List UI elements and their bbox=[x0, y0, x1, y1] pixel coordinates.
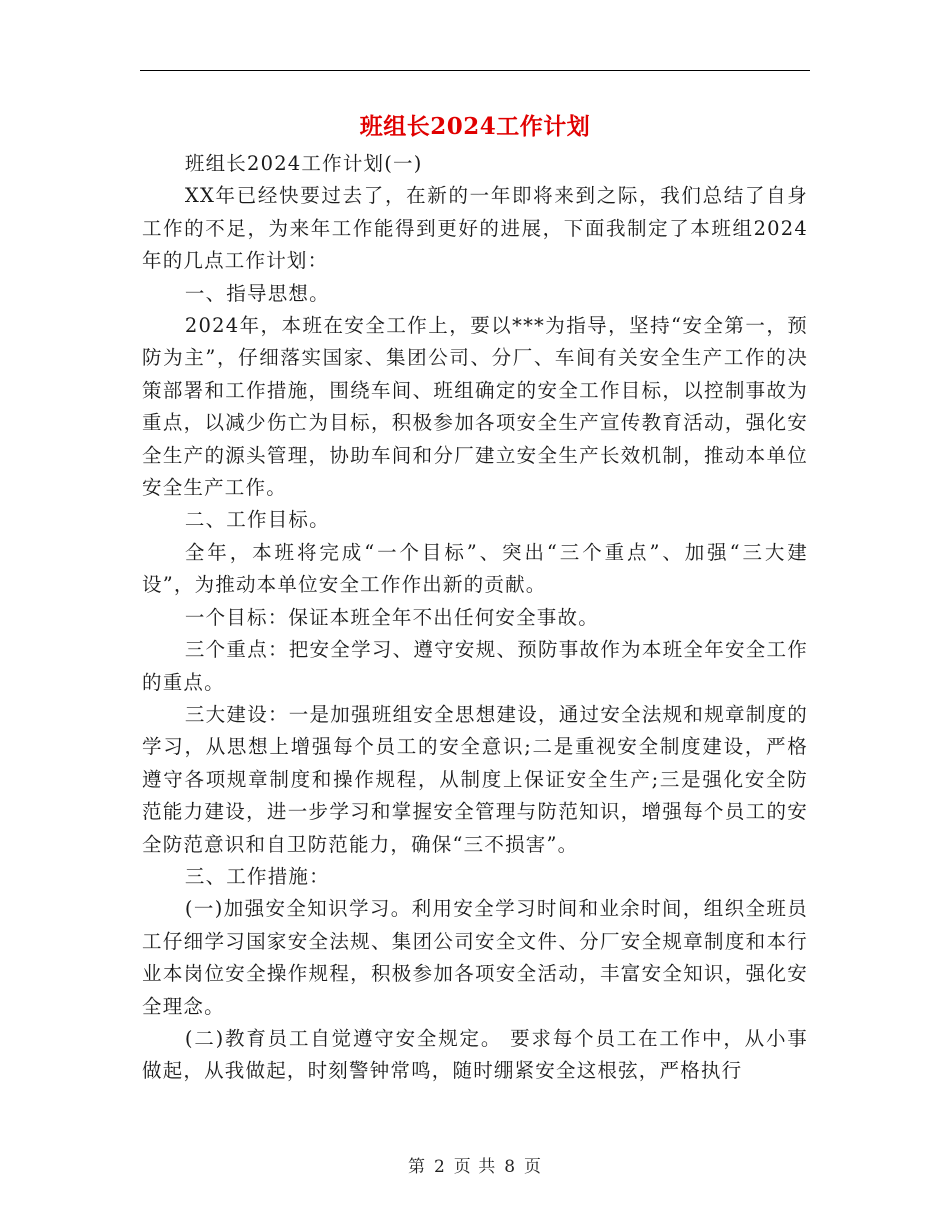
footer-middle: 页 共 bbox=[453, 1157, 497, 1177]
paragraph-one-goal: 一个目标：保证本班全年不出任何安全事故。 bbox=[184, 605, 599, 629]
page-footer bbox=[0, 1152, 950, 1177]
paragraph-measure-2: (二)教育员工自觉遵守安全规定。 要求每个员工在工作中，从小事做起，从我做起，时刻警钟常鸣，随时绷紧安全这根弦，严格执行 bbox=[142, 1026, 808, 1083]
document-title: 班组长2024工作计划 bbox=[359, 113, 591, 140]
footer-page-number: 2 bbox=[433, 1157, 446, 1177]
section-heading-guiding-thought: 一、指导思想。 bbox=[184, 281, 330, 305]
paragraph-guiding-thought: 2024年，本班在安全工作上，要以***为指导，坚持“安全第一，预防为主”，仔细落实国家、集团公司、分厂、车间有关安全生产工作的决策部署和工作措施，围绕车间、班组确定的安全工作目标，以控制事故为重点，以减少伤亡为目标，积极参加各项安全生产宣传教育活动，强化安全生产的源头管理，协助车间和分厂建立安全生产长效机制，推动本单位安全生产工作。 bbox=[142, 314, 808, 500]
footer-suffix: 页 bbox=[524, 1157, 543, 1177]
header-rule bbox=[140, 70, 810, 71]
section-heading-work-measures: 三、工作措施： bbox=[184, 864, 330, 888]
footer-total-pages: 8 bbox=[504, 1157, 517, 1177]
paragraph-subtitle: 班组长2024工作计划(一) bbox=[184, 152, 423, 175]
paragraph-work-goals: 全年，本班将完成“一个目标”、突出“三个重点”、加强“三大建设”，为推动本单位安全工作作出新的贡献。 bbox=[142, 540, 808, 597]
paragraph-measure-1: (一)加强安全知识学习。利用安全学习时间和业余时间，组织全班员工仔细学习国家安全法规、集团公司安全文件、分厂安全规章制度和本行业本岗位安全操作规程，积极参加各项安全活动，丰富安全知识，强化安全理念。 bbox=[142, 897, 808, 1018]
paragraph-three-focuses: 三个重点：把安全学习、遵守安规、预防事故作为本班全年安全工作的重点。 bbox=[142, 638, 808, 694]
section-heading-work-goals: 二、工作目标。 bbox=[184, 508, 330, 532]
footer-prefix: 第 bbox=[407, 1157, 426, 1177]
document-body bbox=[142, 148, 808, 1088]
paragraph-intro: XX年已经快要过去了，在新的一年即将来到之际，我们总结了自身工作的不足，为来年工作能得到更好的进展，下面我制定了本班组2024年的几点工作计划： bbox=[142, 184, 808, 273]
paragraph-three-constructions: 三大建设：一是加强班组安全思想建设，通过安全法规和规章制度的学习，从思想上增强每个员工的安全意识;二是重视安全制度建设，严格遵守各项规章制度和操作规程，从制度上保证安全生产;三是强化安全防范能力建设，进一步学习和掌握安全管理与防范知识，增强每个员工的安全防范意识和自卫防范能力，确保“三不损害”。 bbox=[142, 702, 808, 856]
